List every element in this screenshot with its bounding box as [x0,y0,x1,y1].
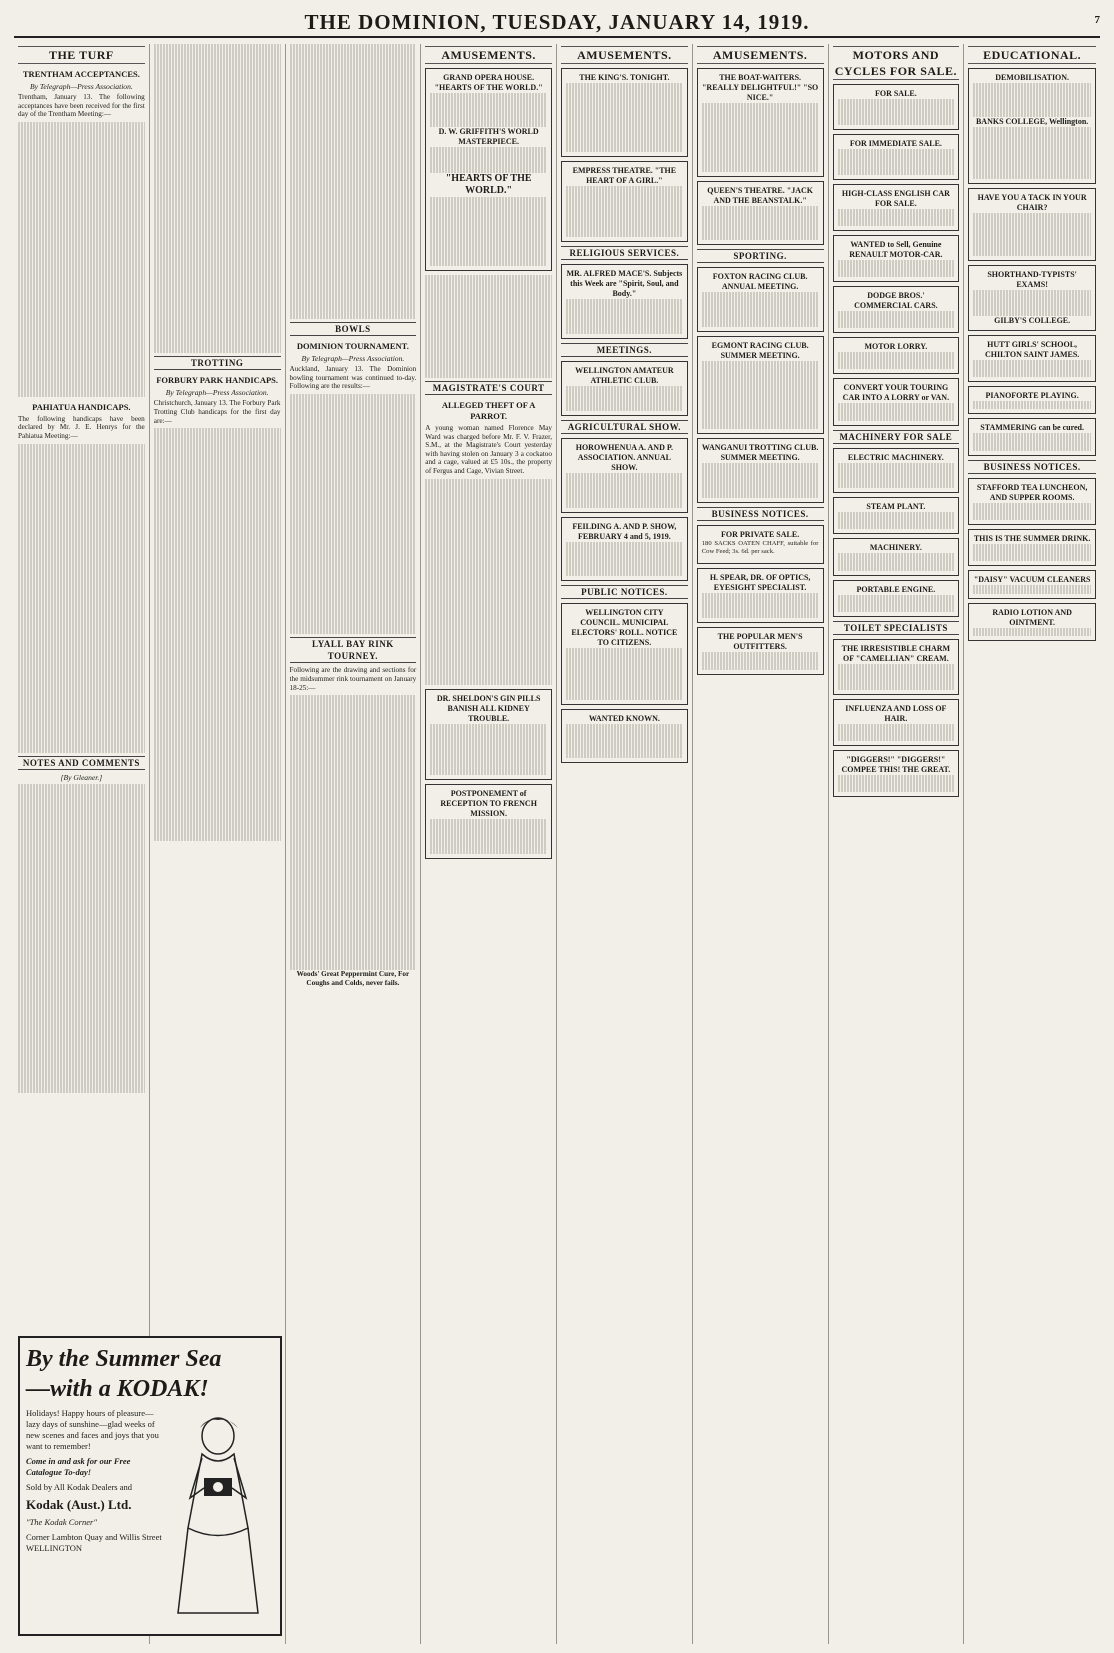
paragraph-trentham-intro: Trentham, January 13. The following acceptances have been received for the first day of the Trentham Meeting:— [18,93,145,119]
ad-headline: THE BOAT-WAITERS. "REALLY DELIGHTFUL!" "SO NICE." [701,73,819,102]
section-heading-amusements: AMUSEMENTS. [425,46,552,64]
ad-headline: POSTPONEMENT of RECEPTION TO FRENCH MISSION. [440,789,537,819]
text-block [290,695,417,970]
heading-public-notices: PUBLIC NOTICES. [561,585,688,599]
ad-headline: DEMOBILISATION. [995,73,1070,82]
ad-headline: WANGANUI TROTTING CLUB. SUMMER MEETING. [701,443,819,463]
ad-headline: THE KING'S. TONIGHT. [579,73,670,82]
ad-headline: HUTT GIRLS' SCHOOL, CHILTON SAINT JAMES. [984,339,1080,359]
ad-headline: "DAISY" VACUUM CLEANERS [973,575,1091,585]
ad-steam-plant [833,497,960,534]
woman-with-camera-illustration [160,1408,270,1618]
ad-renault [833,235,960,282]
ad-wanganui-trotting [697,438,824,502]
ad-headline: H. SPEAR, DR. OF OPTICS, EYESIGHT SPECIALIST. [709,572,811,592]
kodak-cta: Come in and ask for our Free Catalogue To-day! [26,1456,131,1477]
ad-headline: FEILDING A. AND P. SHOW, FEBRUARY 4 and 5, 1919. [572,521,677,541]
ad-demobilisation [968,68,1096,184]
ad-headline: FOR SALE. [874,89,917,98]
ad-summer-drink [968,529,1096,566]
ad-stammering [968,418,1096,455]
ad-headline: THE POPULAR MEN'S OUTFITTERS. [717,632,803,652]
heading-bowls: BOWLS [290,322,417,336]
heading-forbury-park: FORBURY PARK HANDICAPS. [156,375,279,386]
text-block [18,784,145,1093]
ad-headline: INFLUENZA AND LOSS OF HAIR. [845,703,947,723]
ad-headline: BANKS COLLEGE, Wellington. [975,117,1089,127]
section-heading-amusements: AMUSEMENTS. [697,46,824,64]
ad-horowhenua [561,438,688,512]
ad-vacuum-cleaners [968,570,1096,599]
ad-diggers [833,750,960,797]
ad-feilding [561,517,688,581]
ad-postponement [425,784,552,858]
ad-headline: SHORTHAND-TYPISTS' EXAMS! [987,269,1077,289]
ad-headline: FOR PRIVATE SALE. [721,529,800,539]
column-4 [421,44,557,1644]
heading-telegraph: By Telegraph—Press Association. [165,388,269,398]
ad-headline: RADIO LOTION AND OINTMENT. [992,607,1072,627]
ad-headline: GRAND OPERA HOUSE. "HEARTS OF THE WORLD." [434,73,543,92]
ad-machinery [833,538,960,575]
ad-shorthand-exams [968,265,1096,331]
heading-alleged-theft: ALLEGED THEFT OF A PARROT. [441,400,536,422]
ad-hutt-girls-school [968,335,1096,382]
ad-headline: CONVERT YOUR TOURING CAR INTO A LORRY or VAN. [842,383,950,403]
ad-headline: STAFFORD TEA LUNCHEON, AND SUPPER ROOMS. [976,482,1088,502]
ad-immediate-sale [833,134,960,180]
ad-headline: QUEEN'S THEATRE. "JACK AND THE BEANSTALK." [707,185,813,205]
heading-trotting: TROTTING [154,356,281,370]
text-block [154,428,281,841]
ad-kodak [18,1336,282,1636]
paragraph-lyall-intro: Following are the drawing and sections for the midsummer rink tournament on January 18-25:— [289,666,417,692]
ad-tack-in-chair [968,188,1096,261]
ad-for-sale [833,84,960,130]
heading-religious-services: RELIGIOUS SERVICES. [561,246,688,260]
ad-body: 180 SACKS OATEN CHAFF, suitable for Cow Feed; 3s. 6d. per sack. [701,539,819,555]
byline-gleaner: [By Gleaner.] [60,772,103,782]
ad-headline: GILBY'S COLLEGE. [994,315,1071,325]
ad-headline: EMPRESS THEATRE. "THE HEART OF A GIRL." [572,165,677,185]
ad-headline: DODGE BROS.' COMMERCIAL CARS. [854,290,938,310]
ad-spear-optics [697,568,824,624]
ad-headline: WANTED KNOWN. [588,713,660,723]
ad-the-kings [561,68,688,157]
ad-electric-machinery [833,448,960,494]
text-block [290,394,417,635]
heading-sporting: SPORTING. [697,249,824,263]
ad-headline: D. W. GRIFFITH'S WORLD MASTERPIECE. [438,127,539,147]
heading-telegraph: By Telegraph—Press Association. [29,82,133,91]
ad-headline: MACHINERY. [869,543,922,553]
masthead [14,8,1100,38]
ad-queens-theatre [697,181,824,245]
ad-headline: FOXTON RACING CLUB. ANNUAL MEETING. [712,272,808,292]
heading-dominion-tournament: DOMINION TOURNAMENT. [296,341,409,351]
ad-headline: EGMONT RACING CLUB. SUMMER MEETING. [711,340,809,360]
ad-headline: "DIGGERS!" "DIGGERS!" COMPEE THIS! THE GREAT. [841,754,951,774]
heading-meetings: MEETINGS. [561,343,688,357]
ad-pianoforte [968,386,1096,415]
kodak-corner: "The Kodak Corner" [26,1517,97,1527]
text-block [18,122,145,397]
ad-grand-opera-house [425,68,552,271]
ad-headline: ELECTRIC MACHINERY. [847,452,944,462]
ad-headline: "HEARTS OF THE WORLD." [445,173,532,197]
heading-pahiatua-handicaps: PAHIATUA HANDICAPS. [32,401,131,412]
ad-gin-pills [425,689,552,781]
heading-trentham-acceptances: TRENTHAM ACCEPTANCES. [22,69,140,79]
text-block [18,444,145,753]
section-heading-turf: THE TURF [18,46,145,64]
ad-camellian-cream [833,639,960,695]
heading-machinery: MACHINERY FOR SALE [833,430,960,444]
text-block [425,479,552,685]
ad-headline: HIGH-CLASS ENGLISH CAR FOR SALE. [841,188,950,208]
ad-headline: MR. ALFRED MACE'S. Subjects this Week are "Spirit, Soul, and Body." [566,269,683,299]
paragraph-pahiatua-intro: The following handicaps have been declared by Mr. J. E. Henrys for the Pahiatua Meeting:— [18,414,145,440]
kodak-address: Corner Lambton Quay and Willis Street WELLINGTON [26,1532,162,1553]
text-block [425,275,552,378]
ad-headline: PORTABLE ENGINE. [856,584,936,594]
column-6 [693,44,829,1644]
text-block [290,44,417,319]
kodak-headline-1: By the Summer Sea [26,1346,222,1372]
column-8 [964,44,1100,1644]
ad-headline: THE IRRESISTIBLE CHARM OF "CAMELLIAN" CREAM. [841,643,951,663]
column-5 [557,44,693,1644]
ad-dodge-bros [833,286,960,333]
ad-headline: WANTED to Sell, Genuine RENAULT MOTOR-CAR. [849,239,943,259]
ad-peppermint-cure: Woods' Great Peppermint Cure, For Coughs and Colds, never fails. [296,970,410,987]
ad-headline: FOR IMMEDIATE SALE. [849,138,942,148]
kodak-headline-2: —with a KODAK! [26,1376,209,1402]
ad-private-sale [697,525,824,564]
heading-business-notices: BUSINESS NOTICES. [968,460,1096,474]
heading-lyall-bay: LYALL BAY RINK TOURNEY. [290,637,417,663]
ad-motor-lorry [833,337,960,374]
ad-athletic-club [561,361,688,417]
heading-magistrates-court: MAGISTRATE'S COURT [425,381,552,395]
ad-wanted-known [561,709,688,763]
ad-headline: WELLINGTON CITY COUNCIL. MUNICIPAL ELECTORS' ROLL. NOTICE TO CITIZENS. [571,608,678,648]
page-number: 7 [1094,14,1100,26]
ad-city-council [561,603,688,705]
ad-convert-car [833,378,960,425]
ad-empress-theatre [561,161,688,243]
section-heading-educational: EDUCATIONAL. [968,46,1096,64]
newspaper-title: THE DOMINION, TUESDAY, JANUARY 14, 1919. [304,10,810,34]
ad-stafford-tea [968,478,1096,525]
ad-english-car [833,184,960,231]
ad-portable-engine [833,580,960,617]
kodak-sold-by: Sold by All Kodak Dealers and [26,1482,132,1492]
ad-headline: STAMMERING can be cured. [980,423,1084,433]
ad-alfred-mace [561,264,688,338]
paragraph-forbury-intro: Christchurch, January 13. The Forbury Park Trotting Club handicaps for the first day are:— [153,399,281,425]
ad-radio-lotion [968,603,1096,642]
ad-headline: HAVE YOU A TACK IN YOUR CHAIR? [977,192,1087,212]
ad-headline: MOTOR LORRY. [864,342,928,352]
ad-headline: WELLINGTON AMATEUR ATHLETIC CLUB. [575,365,674,385]
ad-boat-waiters [697,68,824,177]
ad-headline: PIANOFORTE PLAYING. [985,390,1079,400]
heading-notes-and-comments: NOTES AND COMMENTS [18,756,145,770]
ad-foxton-racing [697,267,824,331]
ad-egmont-racing [697,336,824,435]
ad-mens-outfitters [697,627,824,674]
heading-agricultural-show: AGRICULTURAL SHOW. [561,420,688,434]
heading-toilet-specialists: TOILET SPECIALISTS [833,621,960,635]
column-7 [829,44,965,1644]
text-block [154,44,281,353]
section-heading-motors: MOTORS AND CYCLES FOR SALE. [833,46,960,80]
ad-headline: DR. SHELDON'S GIN PILLS BANISH ALL KIDNEY TROUBLE. [436,693,541,723]
heading-telegraph: By Telegraph—Press Association. [301,354,405,363]
ad-headline: STEAM PLANT. [866,502,926,512]
kodak-body: Holidays! Happy hours of pleasure—lazy days of sunshine—glad weeks of new scenes and faces and joys that you want to remember! [26,1408,159,1451]
section-heading-amusements: AMUSEMENTS. [561,46,688,64]
ad-headline: HOROWHENUA A. AND P. ASSOCIATION. ANNUAL SHOW. [575,443,674,473]
heading-business-notices: BUSINESS NOTICES. [697,507,824,521]
ad-headline: THIS IS THE SUMMER DRINK. [973,533,1091,543]
paragraph-tournament-intro: Auckland, January 13. The Dominion bowling tournament was continued to-day. Following are the results:— [289,365,417,391]
paragraph-theft: A young woman named Florence May Ward was charged before Mr. F. V. Frazer, S.M., at the Magistrate's Court yesterday with having stolen on January 3 a cockatoo and a cage, valued at £5 10s., the property of Fergus and Cage, Vivian Street. [425,424,552,475]
ad-influenza-hair [833,699,960,746]
kodak-firm: Kodak (Aust.) Ltd. [26,1497,132,1512]
column-3 [286,44,422,1644]
